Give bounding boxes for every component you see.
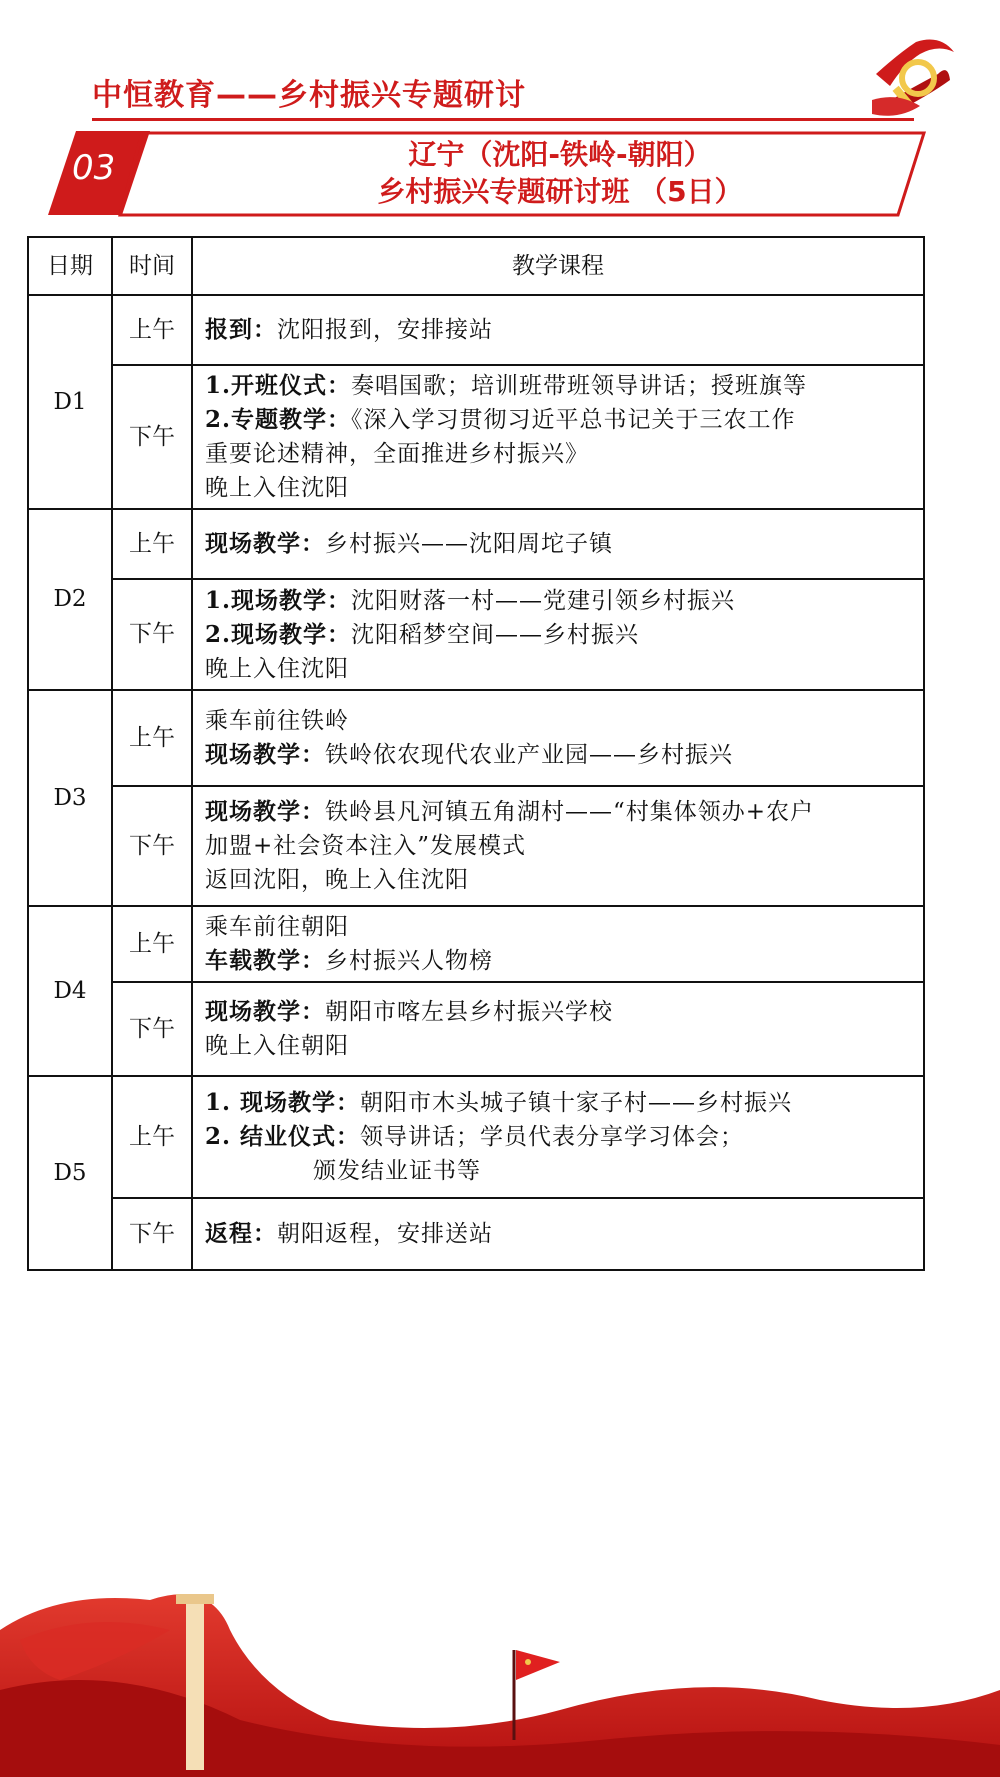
- course-cell: [192, 509, 924, 579]
- course-cell: [192, 906, 924, 982]
- course-line: [205, 944, 911, 978]
- table-row: [28, 579, 924, 690]
- course-cell: [192, 690, 924, 786]
- course-cell: [192, 786, 924, 906]
- course-cell: [192, 579, 924, 690]
- course-line-text: 朝阳市喀左县乡村振兴学校: [325, 999, 613, 1025]
- course-line: [205, 369, 911, 403]
- course-line: [205, 995, 911, 1029]
- time-cell: 上午: [112, 295, 192, 365]
- course-line: [205, 738, 911, 772]
- course-line: [205, 1217, 911, 1251]
- course-line-label: 1. 现场教学：: [205, 1089, 361, 1116]
- table-row: [28, 295, 924, 365]
- day-cell: D1: [28, 295, 112, 509]
- course-line-label: 1.开班仪式：: [205, 372, 352, 399]
- time-cell: 上午: [112, 509, 192, 579]
- course-line-text: 乘车前往朝阳: [205, 914, 349, 940]
- course-line-text: 加盟+社会资本注入”发展模式: [205, 833, 527, 859]
- course-line: [205, 704, 911, 738]
- course-line: [205, 910, 911, 944]
- course-line: [205, 527, 911, 561]
- course-line-label: 报到：: [205, 316, 277, 343]
- day-cell: D3: [28, 690, 112, 906]
- course-line-text: 奏唱国歌；培训班带班领导讲话；授班旗等: [351, 373, 808, 399]
- course-line-label: 2.专题教学：: [205, 406, 352, 433]
- time-cell: 上午: [112, 1076, 192, 1198]
- course-title: [340, 136, 780, 210]
- course-line: [205, 313, 911, 347]
- table-row: [28, 509, 924, 579]
- course-line-text: 沈阳财落一村——党建引领乡村振兴: [351, 587, 736, 614]
- course-line-text: 晚上入住朝阳: [205, 1033, 349, 1059]
- time-cell: 上午: [112, 906, 192, 982]
- course-line: [205, 471, 911, 505]
- red-flag-banner: [0, 1570, 1000, 1777]
- course-line-text: 铁岭依农现代农业产业园——乡村振兴: [325, 742, 733, 768]
- course-line: [205, 584, 911, 618]
- course-line-text: 晚上入住沈阳: [205, 655, 349, 682]
- time-cell: 下午: [112, 982, 192, 1076]
- course-line-label: 现场教学：: [205, 530, 325, 557]
- course-line: [205, 403, 911, 437]
- time-cell: 下午: [112, 579, 192, 690]
- course-line-text: 乡村振兴人物榜: [325, 948, 493, 974]
- course-line-label: 现场教学：: [205, 741, 325, 768]
- header-date: 日期: [28, 237, 112, 295]
- course-cell: [192, 365, 924, 509]
- header-time: 时间: [112, 237, 192, 295]
- course-line: [205, 1029, 911, 1063]
- course-line-text: 乡村振兴——沈阳周坨子镇: [325, 531, 613, 557]
- course-line: [205, 863, 911, 897]
- course-line: [205, 437, 911, 471]
- header-row: [28, 237, 924, 295]
- course-cell: [192, 1076, 924, 1198]
- course-line-text: 沈阳稻梦空间——乡村振兴: [351, 621, 640, 648]
- course-line-label: 现场教学：: [205, 998, 325, 1025]
- time-cell: 下午: [112, 1198, 192, 1270]
- course-line-label: 车载教学：: [205, 947, 325, 974]
- table-row: [28, 906, 924, 982]
- brand-title: 中恒教育——乡村振兴专题研讨: [92, 78, 526, 113]
- course-line: [205, 795, 911, 829]
- course-line-text: 铁岭县凡河镇五角湖村——“村集体领办+农户: [325, 799, 815, 825]
- course-title-line1: 辽宁（沈阳-铁岭-朝阳）: [408, 138, 712, 171]
- course-line-text: 重要论述精神，全面推进乡村振兴》: [205, 441, 589, 467]
- brand-underline: [92, 118, 914, 121]
- header-course: 教学课程: [192, 237, 924, 295]
- time-cell: 下午: [112, 786, 192, 906]
- course-line-label: 2.现场教学：: [205, 620, 352, 648]
- course-title-line2: 乡村振兴专题研讨班 （5日）: [377, 175, 743, 208]
- schedule-table: [27, 236, 925, 1271]
- course-line: [205, 1120, 911, 1154]
- course-cell: [192, 1198, 924, 1270]
- course-line: [205, 1154, 911, 1188]
- course-line: [205, 652, 911, 686]
- table-row: [28, 365, 924, 509]
- table-row: [28, 1076, 924, 1198]
- day-cell: D2: [28, 509, 112, 690]
- course-line: [205, 618, 911, 652]
- course-line-text: 《深入学习贯彻习近平总书记关于三农工作: [351, 407, 796, 433]
- course-line-label: 返程：: [205, 1220, 277, 1247]
- table-row: [28, 1198, 924, 1270]
- course-line-text: 乘车前往铁岭: [205, 708, 349, 734]
- course-line-text: 沈阳报到，安排接站: [277, 317, 493, 343]
- course-line-text: 朝阳市木头城子镇十家子村——乡村振兴: [360, 1090, 793, 1116]
- party-emblem-icon: [868, 34, 958, 118]
- section-number: 03: [72, 148, 116, 188]
- course-line-text: 颁发结业证书等: [205, 1158, 482, 1184]
- course-line-text: 晚上入住沈阳: [205, 475, 349, 501]
- table-row: [28, 690, 924, 786]
- course-line-label: 1.现场教学：: [205, 586, 352, 614]
- course-line-text: 返回沈阳，晚上入住沈阳: [205, 867, 469, 893]
- table-row: [28, 786, 924, 906]
- course-line: [205, 1086, 911, 1120]
- course-cell: [192, 982, 924, 1076]
- time-cell: 上午: [112, 690, 192, 786]
- day-cell: D4: [28, 906, 112, 1076]
- course-line-text: 领导讲话；学员代表分享学习体会；: [360, 1124, 745, 1150]
- course-line-label: 现场教学：: [205, 798, 325, 825]
- course-line: [205, 829, 911, 863]
- time-cell: 下午: [112, 365, 192, 509]
- course-cell: [192, 295, 924, 365]
- course-line-label: 2. 结业仪式：: [205, 1123, 361, 1150]
- course-line-text: 朝阳返程，安排送站: [277, 1221, 493, 1247]
- day-cell: D5: [28, 1076, 112, 1270]
- table-row: [28, 982, 924, 1076]
